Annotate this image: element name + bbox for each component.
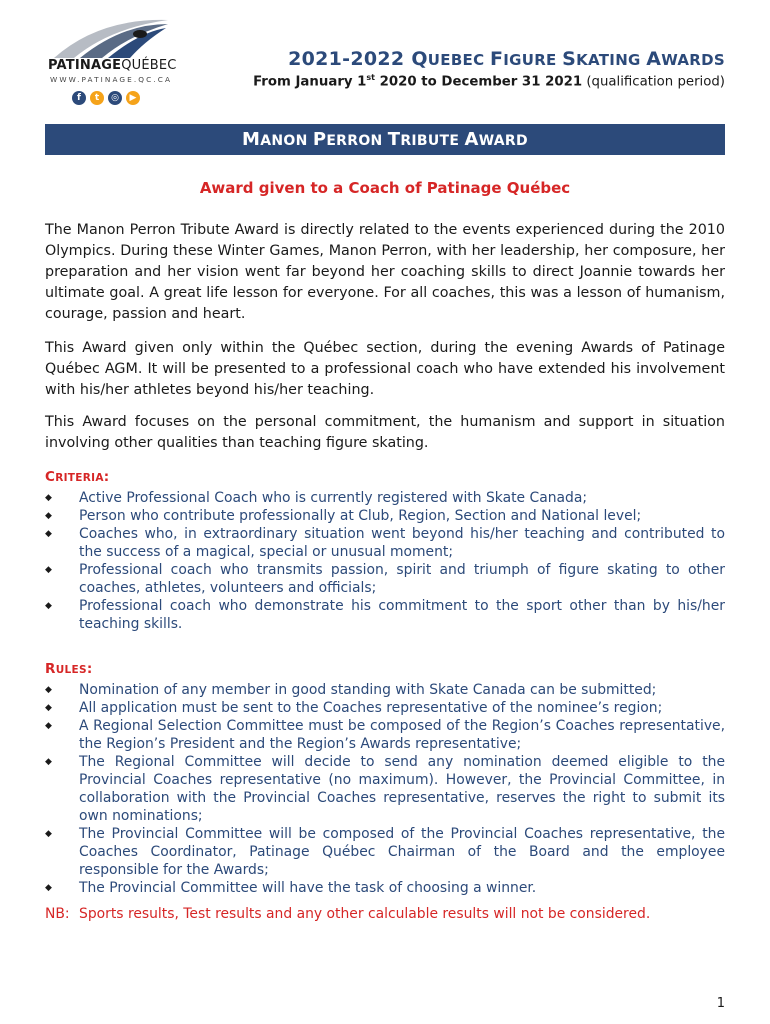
title-word-cap: Q — [411, 48, 428, 70]
logo-url: WWW.PATINAGE.QC.CA — [50, 75, 173, 84]
nb-note — [45, 906, 650, 922]
logo-word-bold: PATINAGE — [48, 58, 122, 73]
social-icons — [72, 91, 140, 105]
logo-word-light: QUÉBEC — [121, 58, 177, 73]
page-number: 1 — [716, 996, 725, 1011]
rules-item — [45, 699, 725, 717]
period-start: From January 1 — [253, 74, 367, 90]
document-title — [188, 48, 725, 70]
intro-paragraph-3: This Award focuses on the personal commitment, the humanism and support in situation involving other qualities than teaching figure skating. — [45, 414, 725, 451]
criteria-item — [45, 525, 725, 561]
rules-item-text: A Regional Selection Committee must be composed of the Region’s Coaches representative, the Region’s President and the Region’s Awards representative; — [79, 718, 725, 752]
criteria-item — [45, 597, 725, 633]
banner-word-cap: P — [312, 129, 327, 150]
patinage-quebec-logo — [44, 14, 177, 114]
logo-wordmark — [48, 58, 177, 73]
criteria-list — [45, 489, 725, 633]
qualification-period — [180, 73, 725, 89]
criteria-item — [45, 561, 725, 597]
bullet-icon: ◆ — [45, 511, 52, 521]
rules-item — [45, 717, 725, 753]
title-word-rest: KATING — [576, 51, 647, 69]
rules-item — [45, 753, 725, 825]
banner-word-rest: RIBUTE — [400, 133, 465, 149]
award-banner — [45, 124, 725, 155]
bullet-icon: ◆ — [45, 829, 52, 839]
banner-word-rest: ERRON — [326, 133, 388, 149]
bullet-icon: ◆ — [45, 601, 52, 611]
bullet-icon: ◆ — [45, 721, 52, 731]
intro-paragraph-2: This Award given only within the Québec section, during the evening Awards of Patinage Québec AGM. It will be presented to a professional coach who have extended his involvement with his/her athletes beyond his/her teaching. — [45, 340, 725, 398]
title-word-cap: S — [562, 48, 577, 70]
criteria-heading: CRITERIA: — [45, 469, 110, 485]
title-words — [411, 48, 725, 70]
banner-word-cap: T — [387, 129, 401, 150]
criteria-item-text: Professional coach who demonstrate his commitment to the sport other than by his/her teaching skills. — [79, 598, 725, 632]
banner-word-cap: A — [464, 129, 479, 150]
rules-item-text: The Provincial Committee will be composed of the Provincial Coaches representative, the Coaches Coordinator, Patinage Québec Chairman of the Board and the employee responsible for the Awards; — [79, 826, 725, 878]
title-word-rest: UEBEC — [427, 51, 490, 69]
banner-word-rest: WARD — [478, 133, 528, 149]
bullet-icon: ◆ — [45, 757, 52, 767]
youtube-icon[interactable]: ▶ — [126, 91, 140, 105]
rules-item — [45, 879, 725, 897]
criteria-item-text: Coaches who, in extraordinary situation went beyond his/her teaching and contributed to the success of a magical, special or unusual moment; — [79, 526, 725, 560]
facebook-icon[interactable]: f — [72, 91, 86, 105]
award-subtitle: Award given to a Coach of Patinage Québec — [199, 179, 571, 197]
title-word-rest: IGURE — [503, 51, 563, 69]
rules-item-text: The Regional Committee will decide to send any nomination deemed eligible to the Provincial Coaches representative (no maximum). However, the Provincial Committee, in collaboration with the Provincial Coaches representative, reserves the right to submit its own nominations; — [79, 754, 725, 824]
title-word-cap: A — [646, 48, 662, 70]
title-years: 2021-2022 — [288, 48, 412, 70]
rules-item — [45, 681, 725, 699]
bullet-icon: ◆ — [45, 529, 52, 539]
bullet-icon: ◆ — [45, 493, 52, 503]
rules-heading: RULES: — [45, 661, 93, 677]
period-end: 2020 to December 31 2021 — [375, 74, 583, 90]
criteria-item-text: Active Professional Coach who is currently registered with Skate Canada; — [79, 490, 588, 506]
rules-list — [45, 681, 725, 897]
criteria-item — [45, 507, 725, 525]
rules-item-text: The Provincial Committee will have the task of choosing a winner. — [79, 880, 537, 896]
rules-item — [45, 825, 725, 879]
instagram-icon[interactable]: ◎ — [108, 91, 122, 105]
criteria-item-text: Professional coach who transmits passion, spirit and triumph of figure skating to other coaches, athletes, volunteers and officials; — [79, 562, 725, 596]
criteria-item-text: Person who contribute professionally at Club, Region, Section and National level; — [79, 508, 642, 524]
nb-label: NB: — [45, 906, 70, 922]
bullet-icon: ◆ — [45, 565, 52, 575]
rules-item-text: Nomination of any member in good standing with Skate Canada can be submitted; — [79, 682, 657, 698]
award-name — [45, 124, 725, 155]
bullet-icon: ◆ — [45, 703, 52, 713]
intro-paragraph-1: The Manon Perron Tribute Award is directly related to the events experienced during the 2010 Olympics. During these Winter Games, Manon Perron, with her leadership, her composure, her preparation and her vision went far beyond her coaching skills to direct Joannie towards her ultimate goal. A great life lesson for everyone. For all coaches, this was a lesson of humanism, courage, passion and heart. — [45, 222, 725, 322]
period-superscript: st — [366, 73, 376, 82]
bullet-icon: ◆ — [45, 685, 52, 695]
title-word-rest: WARDS — [661, 51, 725, 69]
twitter-icon[interactable]: t — [90, 91, 104, 105]
criteria-item — [45, 489, 725, 507]
period-note: (qualification period) — [582, 74, 725, 90]
banner-word-rest: ANON — [260, 133, 313, 149]
banner-word-cap: M — [242, 129, 261, 150]
nb-text: Sports results, Test results and any other calculable results will not be considered. — [79, 906, 651, 922]
title-word-cap: F — [489, 48, 504, 70]
rules-item-text: All application must be sent to the Coaches representative of the nominee’s region; — [79, 700, 663, 716]
skater-swoosh-icon — [44, 14, 174, 60]
bullet-icon: ◆ — [45, 883, 52, 893]
